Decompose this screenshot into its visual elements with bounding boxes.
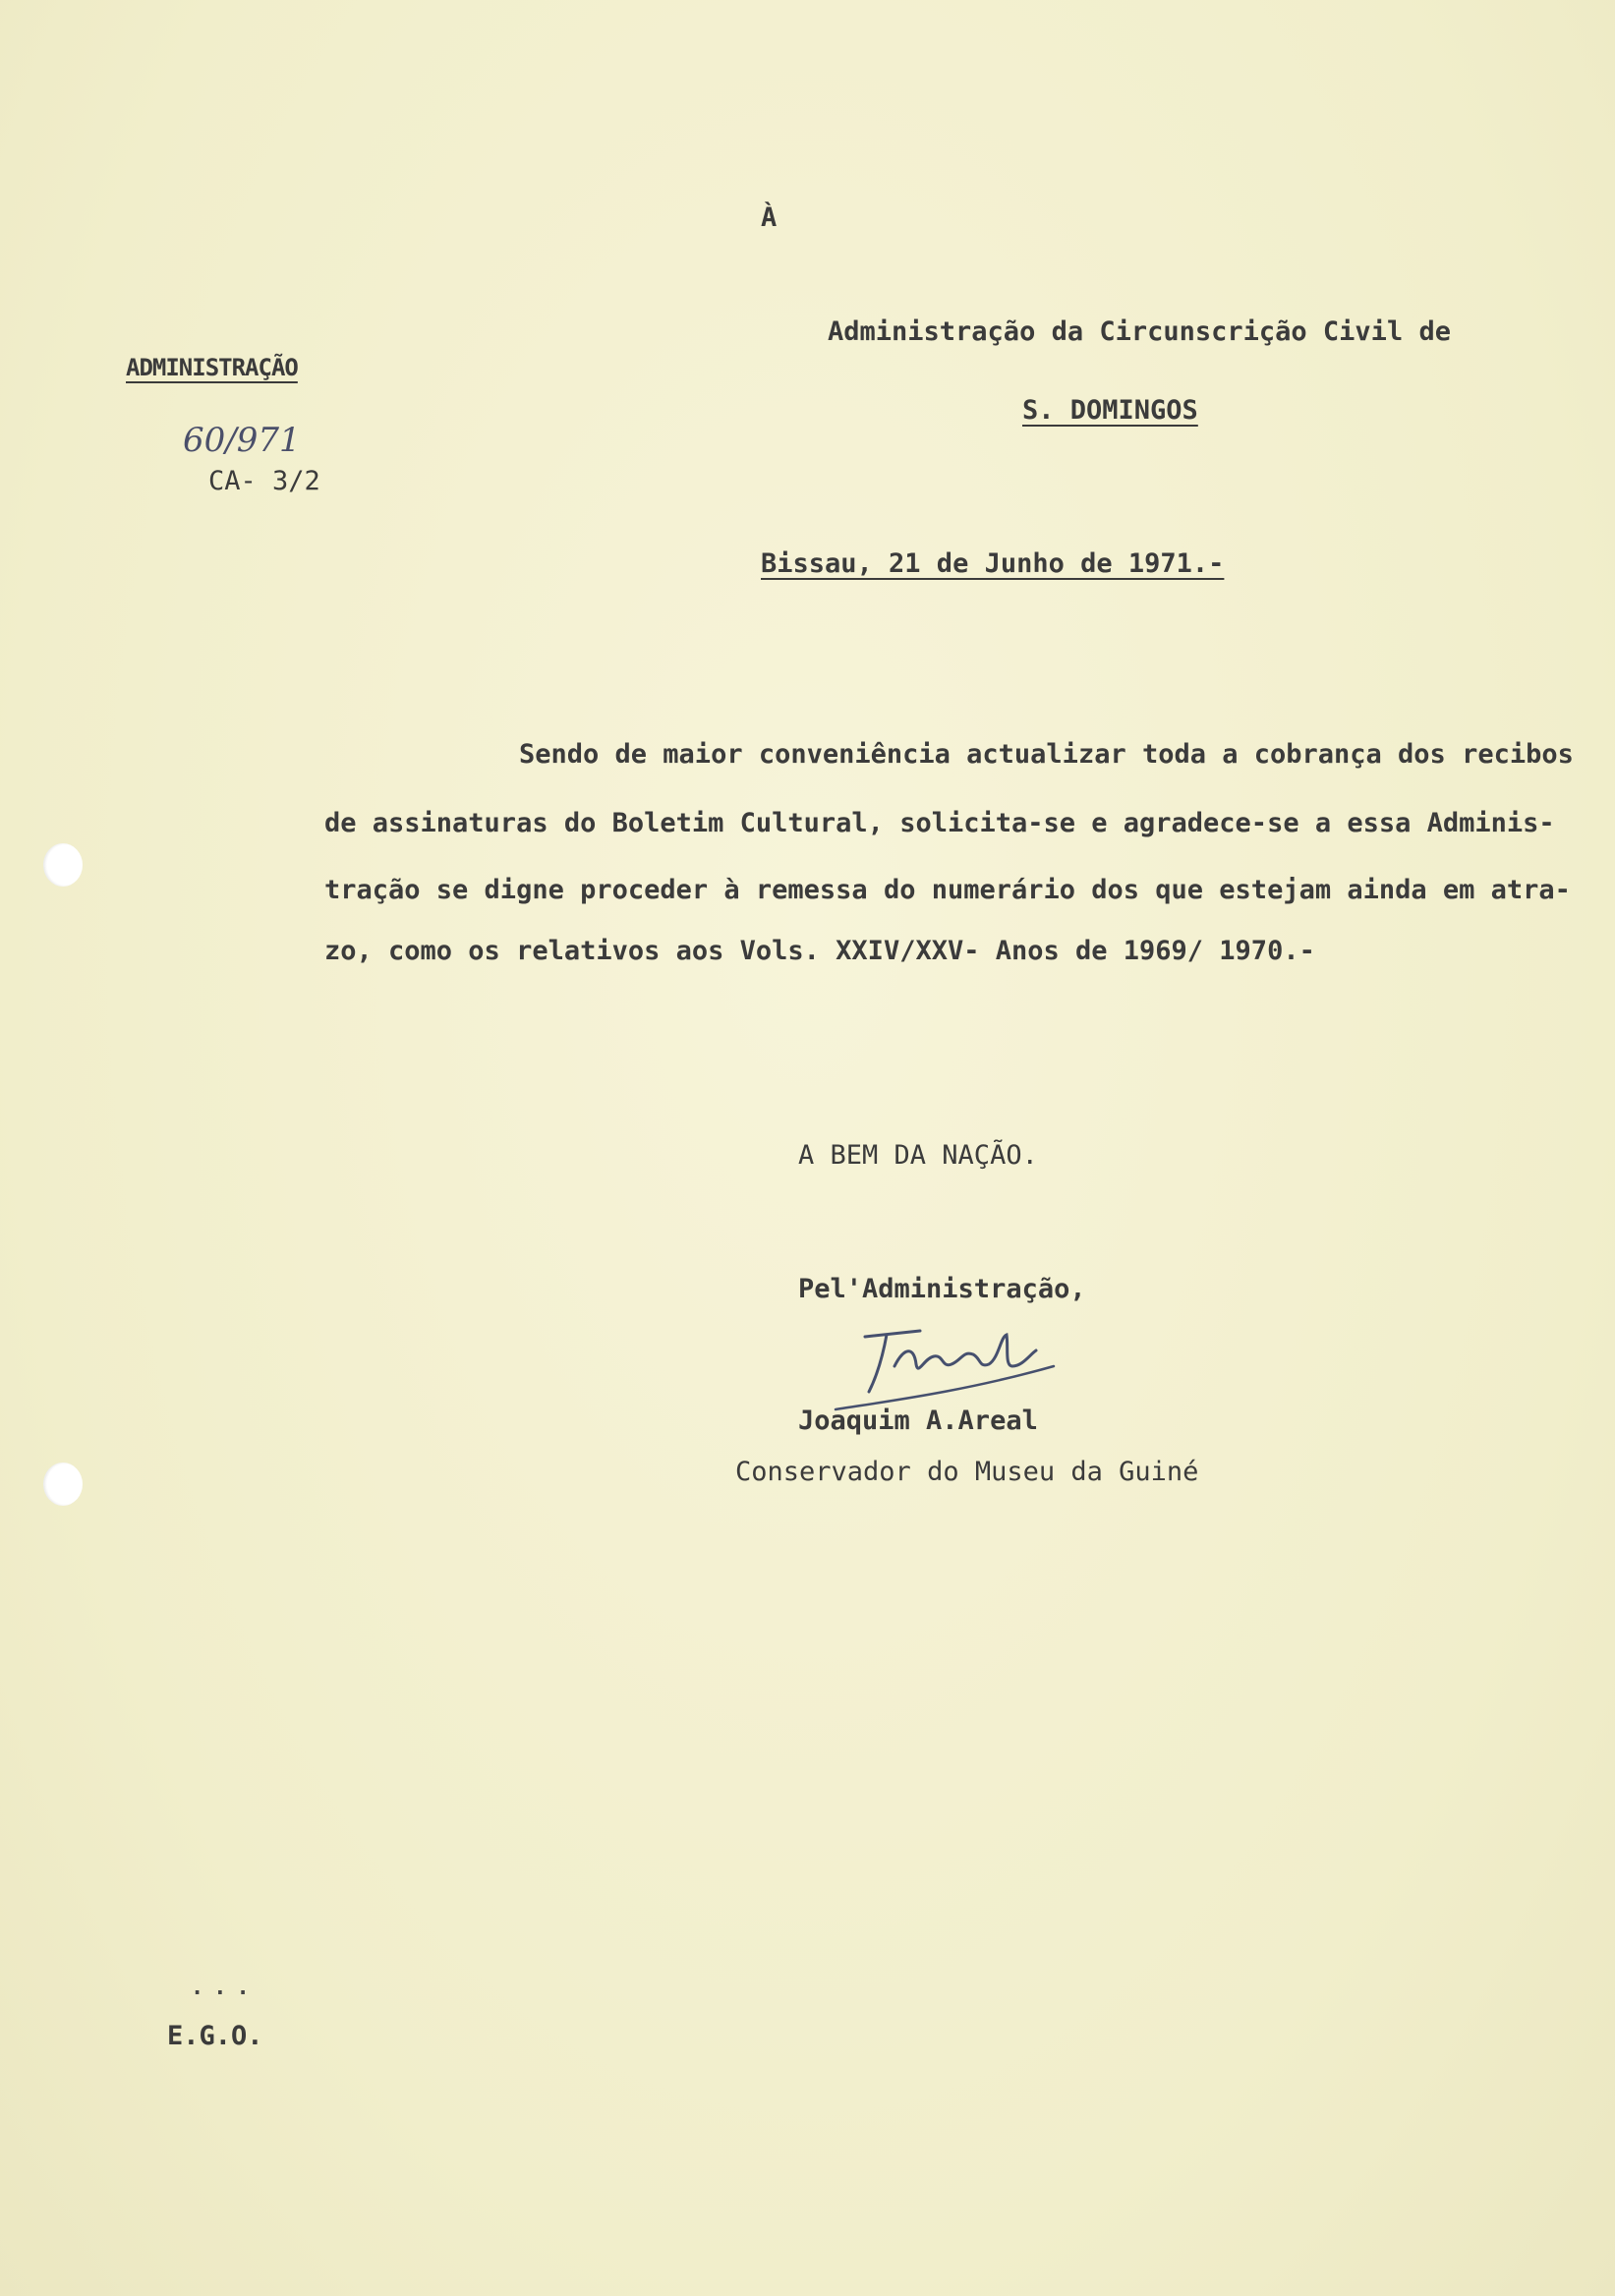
footer-initials: E.G.O. xyxy=(167,2021,263,2051)
punch-hole-bottom xyxy=(43,1463,83,1506)
handwritten-signature xyxy=(826,1307,1062,1415)
footer-dots: ... xyxy=(191,1976,260,2000)
body-line-3: tração se digne proceder à remessa do numerário dos que estejam ainda em atra- xyxy=(324,875,1571,905)
date-line: Bissau, 21 de Junho de 1971.- xyxy=(761,548,1225,579)
reference-department: ADMINISTRAÇÃO xyxy=(126,354,298,381)
addressee-line2: S. DOMINGOS xyxy=(1022,395,1198,426)
addressee-line1: Administração da Circunscrição Civil de xyxy=(828,316,1451,347)
punch-hole-top xyxy=(43,843,83,887)
signer-name: Joaquim A.Areal xyxy=(798,1406,1038,1436)
body-line-1: Sendo de maior conveniência actualizar toda a cobrança dos recibos xyxy=(519,739,1574,770)
salutation: A BEM DA NAÇÃO. xyxy=(798,1140,1038,1171)
reference-number: 60/971 xyxy=(183,421,301,460)
reference-code: CA- 3/2 xyxy=(208,466,320,496)
signer-title: Conservador do Museu da Guiné xyxy=(735,1457,1199,1487)
body-line-2: de assinaturas do Boletim Cultural, solicita-se e agradece-se a essa Adminis- xyxy=(324,808,1555,838)
body-line-4: zo, como os relativos aos Vols. XXIV/XXV- Anos de 1969/ 1970.- xyxy=(324,936,1315,966)
addressee-prefix: À xyxy=(761,202,778,233)
on-behalf-line: Pel'Administração, xyxy=(798,1274,1086,1304)
